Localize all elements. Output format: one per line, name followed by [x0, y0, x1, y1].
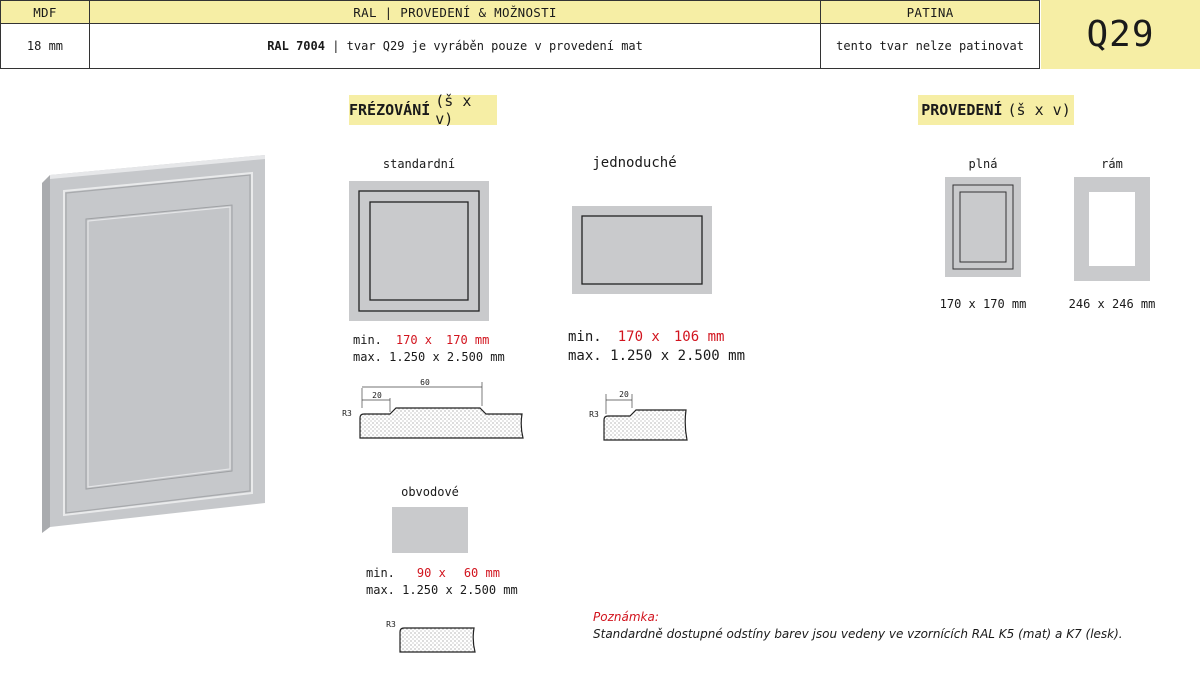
- panel-plna: [945, 177, 1021, 277]
- section-provedeni-title: PROVEDENÍ: [921, 101, 1003, 119]
- section-frezovani-title: FRÉZOVÁNÍ: [349, 101, 431, 119]
- profile-standardni: [340, 378, 530, 448]
- profile-jednoduche: [590, 390, 700, 450]
- label-standardni: standardní: [382, 157, 456, 171]
- obvodove-max: max. 1.250 x 2.500 mm: [366, 583, 518, 597]
- note-text: Standardně dostupné odstíny barev jsou vedeny ve vzornících RAL K5 (mat) a K7 (lesk).: [593, 627, 1123, 641]
- panel-standardni: [349, 181, 489, 321]
- ral-code: RAL 7004: [267, 39, 325, 53]
- panel-ram: [1074, 177, 1150, 281]
- profile-standardni-dim-b: 20: [372, 391, 382, 400]
- section-provedeni-suffix: (š x v): [1007, 101, 1071, 119]
- header-ral: RAL | PROVEDENÍ & MOŽNOSTI: [89, 1, 820, 24]
- obvodove-min-h: 60 mm: [463, 566, 500, 580]
- door-illustration: [40, 155, 270, 535]
- profile-obvodove-r: R3: [386, 620, 396, 629]
- standardni-min-prefix: min.: [353, 333, 382, 347]
- section-provedeni: [918, 95, 1074, 125]
- jednoduche-min-w: 170 x: [617, 329, 660, 345]
- label-ram: rám: [1101, 157, 1123, 171]
- ral-description: | tvar Q29 je vyráběn pouze v provedení mat: [324, 39, 643, 53]
- obvodove-min-w: 90 x: [416, 566, 446, 580]
- value-patina: tento tvar nelze patinovat: [821, 24, 1040, 69]
- standardni-min-w: 170 x: [395, 333, 433, 347]
- value-ral: [89, 24, 820, 69]
- size-plna: 170 x 170 mm: [939, 297, 1027, 311]
- label-jednoduche: jednoduché: [592, 155, 677, 171]
- profile-obvodove: [390, 620, 490, 660]
- profile-standardni-r: R3: [342, 409, 352, 418]
- dims-standardni: [353, 332, 505, 366]
- jednoduche-min-prefix: min.: [568, 329, 602, 345]
- panel-obvodove: [392, 507, 468, 553]
- standardni-min-h: 170 mm: [446, 333, 490, 347]
- dims-jednoduche: [568, 328, 745, 366]
- dims-obvodove: [366, 565, 518, 599]
- label-obvodove: obvodové: [401, 485, 459, 499]
- profile-standardni-dim-a: 60: [420, 378, 430, 387]
- panel-jednoduche: [572, 206, 712, 294]
- jednoduche-max: max. 1.250 x 2.500 mm: [568, 348, 746, 364]
- section-frezovani-suffix: (š x v): [435, 92, 472, 128]
- profile-jednoduche-r: R3: [589, 410, 599, 419]
- shape-code: Q29: [1041, 0, 1200, 69]
- obvodove-min-prefix: min.: [366, 566, 395, 580]
- header-table: [0, 0, 1040, 69]
- standardni-max: max. 1.250 x 2.500 mm: [353, 350, 505, 364]
- header-mdf: MDF: [1, 1, 90, 24]
- note-title: Poznámka:: [593, 610, 659, 624]
- note: [593, 609, 1123, 643]
- profile-jednoduche-dim-b: 20: [619, 390, 629, 399]
- size-ram: 246 x 246 mm: [1068, 297, 1156, 311]
- jednoduche-min-h: 106 mm: [673, 329, 725, 345]
- value-thickness: 18 mm: [1, 24, 90, 69]
- label-plna: plná: [968, 157, 998, 171]
- section-frezovani: [349, 92, 497, 128]
- header-patina: PATINA: [821, 1, 1040, 24]
